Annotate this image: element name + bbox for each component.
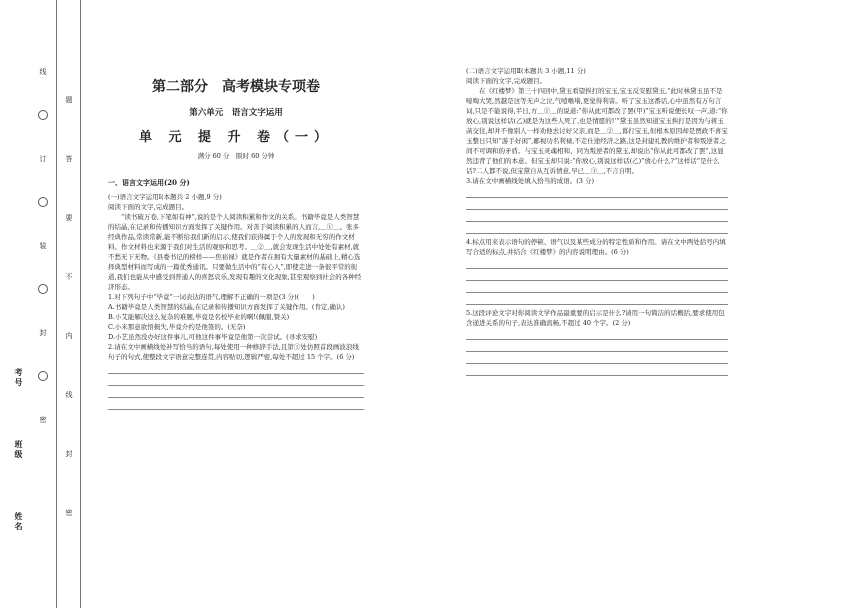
binding-hole (38, 110, 48, 120)
subsection-heading: (二)语言文字运用Ⅱ(本题共 3 小题,11 分) (466, 67, 586, 75)
binding-hole (38, 197, 48, 207)
answer-line[interactable] (108, 385, 364, 386)
left-column (108, 70, 364, 410)
binding-char: 内 (65, 332, 73, 339)
binding-hole (38, 371, 48, 381)
binding-char: 线 (39, 68, 47, 75)
answer-line[interactable] (108, 373, 364, 374)
answer-line[interactable] (466, 339, 728, 340)
answer-line[interactable] (466, 375, 728, 376)
question-1-option-c[interactable]: C.小米那意欲悟损失,毕竟介约是他签的。(无奈) (108, 323, 246, 331)
answer-line[interactable] (466, 280, 728, 281)
binding-line (56, 0, 57, 608)
exam-no-field-label: 考号 (14, 368, 24, 388)
question-1: 1.对下列句子中“毕竟”一词表达的语气,理解不正确的一项是(3 分)( ) (108, 293, 315, 301)
question-4: 4.标点用来表示语句的停顿、语气以及某些成分的特定性质和作用。请在文中两处括号内填写合适的标点,并结合《红楼梦》的内容说明理由。(6 分) (466, 238, 726, 256)
answer-line[interactable] (466, 351, 728, 352)
binding-hole (38, 284, 48, 294)
question-3: 3.请在文中画横线处填入恰当的成语。(3 分) (466, 177, 594, 185)
binding-char: 装 (39, 242, 47, 249)
exam-main-title: 第二部分 高考模块专项卷 (152, 79, 320, 95)
answer-line[interactable] (466, 221, 728, 222)
class-field-label: 班级 (14, 440, 24, 460)
binding-char: 密 (39, 416, 47, 423)
binding-char: 线 (65, 391, 73, 398)
question-5: 5.这段评论文字对你阅读文学作品最重要的启示是什么?请用一句简洁的话概括,要求使用包含递进关系的句子,表达准确流畅,不超过 40 个字。(2 分) (466, 309, 725, 327)
binding-char: 题 (65, 96, 73, 103)
binding-char: 订 (39, 155, 47, 162)
question-1-option-b[interactable]: B.小艾能解决这么复杂的难题,毕竟是名校毕业的啊!(佩服,赞关) (108, 313, 290, 321)
unit-title: 第六单元 语言文字运用 (189, 108, 283, 118)
test-title: 单 元 提 升 卷（一） (138, 130, 334, 145)
reading-instruction: 阅读下面的文字,完成题目。 (466, 77, 547, 85)
binding-column-1 (36, 60, 50, 431)
question-1-option-d[interactable]: D.小艺虽然没办好这件事儿,可他这件事毕竟是他第一次尝试。(寻求安慰) (108, 333, 318, 341)
answer-line[interactable] (466, 363, 728, 364)
question-2: 2.请在文中画横线处补写恰当的语句,每处使用一种修辞手法,且第①处仿照首段画波浪线句子的句式,使整段文字语意完整连贯,内容贴切,逻辑严密,每处不超过 15 个字。(6 分) (108, 343, 359, 361)
binding-char: 封 (39, 329, 47, 336)
binding-char: 不 (65, 273, 73, 280)
reading-passage: 在《红楼梦》第三十四回中,黛玉看望挨打的宝玉,宝玉反安慰黛玉,“此时林黛玉虽不是嚎啕大哭,然越是这等无声之泣,气噎喉堵,更觉得利害。听了宝玉这番话,心中虽然有万句言词,只是不能说得,半日,方＿①＿的说道:“你从此可都改了罢(甲)”宝玉听说便长叹一声,道:“你放心,别说这样话(乙)就是为这些人死了,也是情愿的!’”黛玉虽然知道宝玉挨打是因为与蒋玉菡交往,却并不像别人一样劝他去讨好父亲,而是＿②＿,暮打宝玉,但根本原因却是贾政不喜宝玉整日只知“游手好闲”,鄙视功名利禄,不走仕途经济之路,这是封建礼教的维护者和叛逆者之间不可调和的矛盾。与宝玉灵魂相和、同为叛逆者的黛玉,却说出“你从此可都改了罢”,这显然违背了他们的本意。但宝玉却只说:“你放心,别说这样话(乙)”放心什么?“这样话”是什么话?二人都不说,但宝黛自从互诉情意,早已＿③＿,不言自明。 (466, 87, 728, 175)
answer-line[interactable] (108, 409, 364, 410)
subsection-heading: (一)语言文字运用Ⅰ(本题共 2 小题,9 分) (108, 193, 222, 201)
binding-char: 要 (65, 214, 73, 221)
answer-line[interactable] (466, 197, 728, 198)
score-time-info: 满分 60 分 限时 60 分钟 (197, 152, 275, 160)
binding-char: 答 (65, 155, 73, 162)
binding-column-2 (62, 70, 76, 542)
answer-line[interactable] (466, 209, 728, 210)
right-column (466, 66, 728, 376)
binding-char: 密 (65, 509, 73, 516)
answer-line[interactable] (108, 397, 364, 398)
reading-passage: “读书破万卷,下笔如有神”,说的是个人阅读积累和作文的关系。书籍毕竟是人类智慧的结晶,在记录和传播知识方面发挥了关键作用。对善于阅读积累的人而言,＿①＿。张多经典作品,常读常新,能不断给我们新的启示,使我们获得属于个人的发现和无穷的作文材料。作文材料也来源于我们对生活的观察和思考。＿②＿,就会发现生活中处处有素材,就不愁无下无物。《县委书记的榜样——焦裕禄》就是作者在拥有大量素材的基础上,精心选择典型材料而写成的一篇优秀通讯。只要做生活中的“有心人”,即使走进一条很平常的街道,我们也能从中感受到普通人的喜怒哀乐,发现有趣的文化现象,甚至观察到社会的各种经济形态。 (108, 213, 362, 291)
binding-strip (0, 0, 92, 608)
answer-line[interactable] (466, 292, 728, 293)
question-1-option-a[interactable]: A.书籍毕竟是人类智慧的结晶,在记录和传播知识方面发挥了关键作用。(肯定,确认) (108, 303, 345, 311)
binding-char: 封 (65, 450, 73, 457)
answer-line[interactable] (466, 268, 728, 269)
section-heading: 一、语言文字运用(20 分) (108, 178, 190, 187)
name-field-label: 姓名 (14, 512, 24, 532)
binding-line (80, 0, 81, 608)
reading-instruction: 阅读下面的文字,完成题目。 (108, 203, 189, 211)
